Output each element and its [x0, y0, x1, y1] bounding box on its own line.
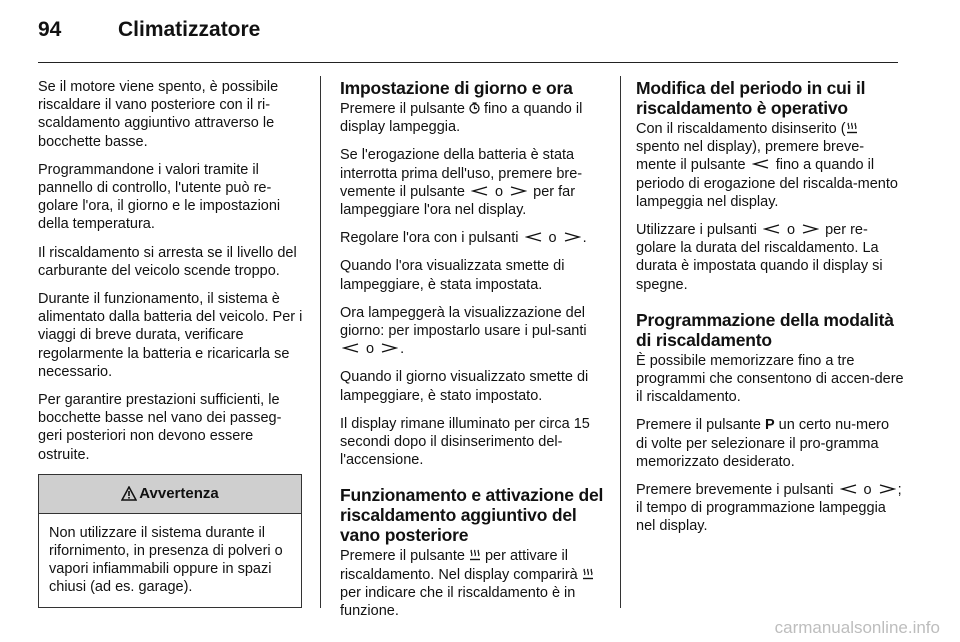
text-span: o [548, 230, 557, 247]
text-span: ; il tempo di programmazione lampeggia nel display. [636, 482, 902, 535]
header-rule [38, 62, 898, 63]
warning-box [38, 474, 302, 608]
paragraph [340, 100, 606, 136]
warning-title: Avvertenza [139, 485, 219, 503]
text-span: fino a quando il display lampeggia. [340, 101, 583, 136]
paragraph: Se il motore viene spento, è possibile riscaldare il vano posteriore con il ri-scaldamento aggiuntivo attraverso le bocchette basse. [38, 79, 279, 150]
text-span: o [863, 482, 872, 499]
warning-header [39, 475, 301, 514]
text-span: Premere brevemente i pulsanti [636, 482, 834, 499]
triangle-right-icon [380, 343, 398, 353]
heating-icon [846, 122, 858, 134]
page-number: 94 [38, 18, 62, 41]
section-heading: Modifica del periodo in cui il riscaldamento è operativo [636, 78, 866, 118]
column-2 [340, 78, 606, 630]
triangle-right-icon [801, 224, 819, 234]
paragraph [636, 120, 904, 211]
paragraph [340, 146, 606, 219]
text-span: Regolare l'ora con i pulsanti [340, 230, 519, 247]
paragraph [340, 304, 606, 359]
text-span: spento nel display), premere breve-mente il pulsante [636, 139, 865, 174]
text-span: per attivare il riscaldamento. Nel display comparirà [340, 548, 578, 583]
text-span: Ora lampeggerà la visualizzazione del giorno: per impostarlo usare i pul-santi [340, 304, 587, 340]
paragraph: Il riscaldamento si arresta se il livello del carburante del veicolo scende troppo. [38, 244, 297, 279]
triangle-left-icon [752, 159, 770, 169]
text-span: . [400, 341, 405, 358]
text-span: o [495, 183, 504, 200]
paragraph [340, 229, 606, 247]
triangle-right-icon [878, 484, 896, 494]
paragraph: Quando il giorno visualizzato smette di lampeggiare, è stato impostato. [340, 369, 589, 404]
section-heading: Funzionamento e attivazione del riscaldamento aggiuntivo del vano posteriore [340, 485, 604, 546]
text-span: per re-golare la durata del riscaldamento. La durata è impostata quando il display si spegne. [636, 222, 883, 293]
triangle-left-icon [471, 186, 489, 196]
triangle-left-icon [342, 343, 360, 353]
clock-icon [469, 102, 480, 114]
paragraph: Per garantire prestazioni sufficienti, le bocchette basse nel vano dei passeg-geri posteriori non devono essere ostruite. [38, 392, 282, 463]
triangle-left-icon [840, 484, 858, 494]
heating-icon [469, 549, 481, 561]
page-title: Climatizzatore [118, 18, 261, 41]
text-span: Premere il pulsante [636, 417, 761, 434]
paragraph: Il display rimane illuminato per circa 15 secondi dopo il disinserimento del-l'accensione. [340, 415, 590, 469]
section-heading: Programmazione della modalità di riscaldamento [636, 309, 894, 350]
program-button-label: P [764, 417, 775, 434]
column-3 [636, 78, 904, 546]
triangle-left-icon [525, 232, 543, 242]
column-divider-1 [320, 76, 321, 608]
paragraph [636, 416, 904, 471]
column-divider-2 [620, 76, 621, 608]
paragraph: Programmandone i valori tramite il pannello di controllo, l'utente può re-golare l'ora, il giorno e le impostazioni della temperatura. [38, 161, 281, 233]
warning-body [39, 514, 301, 607]
text-span: fino a quando il periodo di erogazione del riscalda-mento lampeggia nel display. [636, 157, 898, 210]
paragraph: Quando l'ora visualizzata smette di lampeggiare, è stata impostata. [340, 258, 565, 293]
column-1 [38, 78, 304, 608]
text-span: o [786, 222, 796, 239]
paragraph [636, 221, 904, 294]
text-span: per far lampeggiare l'ora nel display. [340, 183, 576, 219]
text-span: Utilizzare i pulsanti [636, 222, 757, 239]
text-span: Premere il pulsante [340, 101, 465, 117]
paragraph [636, 481, 904, 536]
text-span: Con il riscaldamento disinserito ( [636, 121, 846, 137]
text-span: . [582, 230, 587, 247]
paragraph: Durante il funzionamento, il sistema è alimentato dalla batteria del veicolo. Per i viaggi di breve durata, verificare regolarmente la batteria e ricaricarla se necessario. [38, 291, 303, 380]
text-span: o [366, 341, 375, 358]
watermark: carmanualsonline.info [774, 618, 940, 637]
text-span: un certo nu-mero di volte per selezionare il pro-gramma memorizzato desiderato. [636, 417, 890, 470]
paragraph [340, 547, 606, 620]
section-heading: Impostazione di giorno e ora [340, 78, 573, 98]
text-span: Se l'erogazione della batteria è stata interrotta prima dell'uso, premere bre-vemente il pulsante [340, 147, 583, 200]
paragraph: È possibile memorizzare fino a tre programmi che consentono di accen-dere il riscaldamento. [636, 352, 904, 406]
heating-icon [582, 568, 594, 580]
triangle-right-icon [563, 232, 581, 242]
warning-text: Non utilizzare il sistema durante il rifornimento, in presenza di polveri o vapori infiammabili oppure in spazi chiusi (ad es. garage). [49, 524, 283, 596]
triangle-right-icon [509, 186, 527, 196]
triangle-left-icon [763, 224, 781, 234]
warning-triangle-icon [121, 486, 137, 501]
text-span: Premere il pulsante [340, 548, 465, 565]
text-span: per indicare che il riscaldamento è in funzione. [340, 584, 576, 620]
